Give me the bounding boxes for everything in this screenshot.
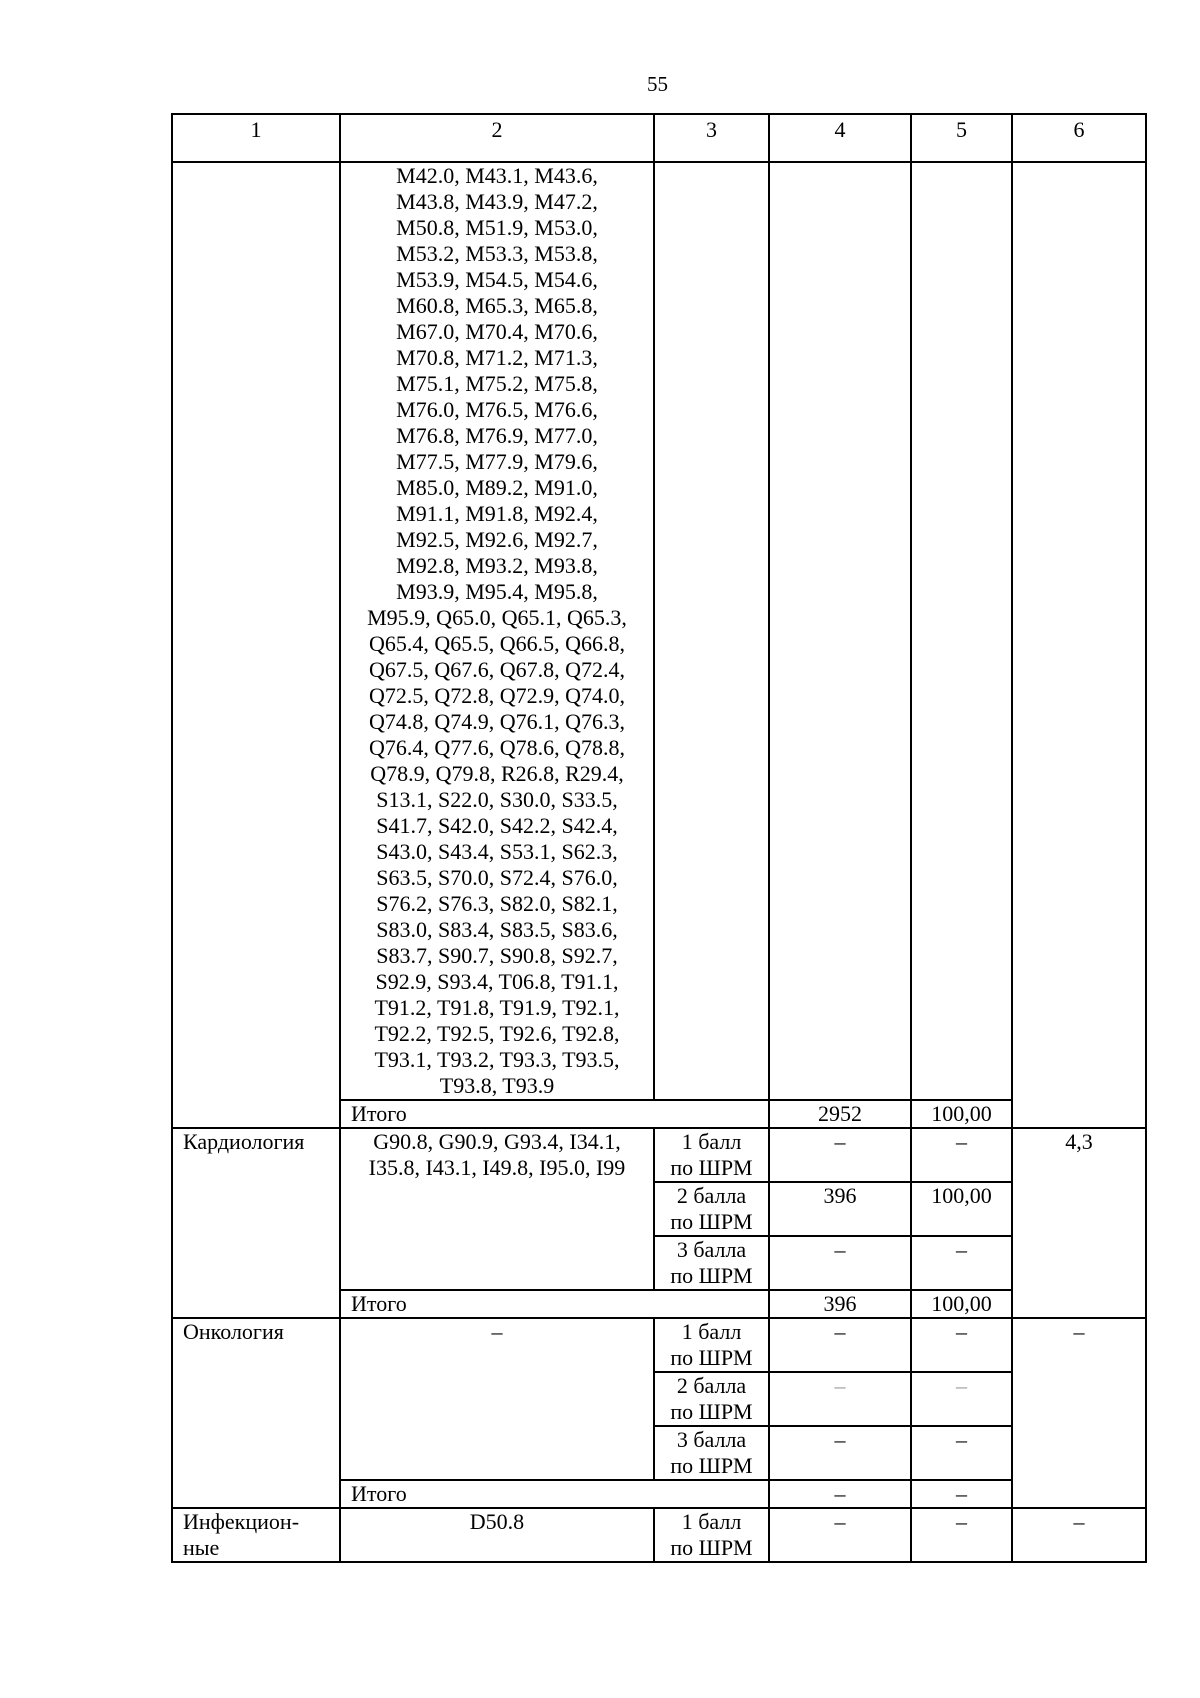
score-cell bbox=[654, 1182, 769, 1236]
cardiology-codes-line-1: G90.8, G90.9, G93.4, I34.1, bbox=[373, 1129, 621, 1154]
cardiology-codes-line-2: I35.8, I43.1, I49.8, I95.0, I99 bbox=[368, 1155, 626, 1180]
code-line: M67.0, M70.4, M70.6, bbox=[396, 319, 598, 344]
score-scale: по ШРМ bbox=[670, 1263, 753, 1288]
column-header-1: 1 bbox=[172, 114, 340, 162]
total-label: Итого bbox=[340, 1480, 769, 1508]
section-name-line-2: ные bbox=[183, 1535, 220, 1560]
column-header-4: 4 bbox=[769, 114, 911, 162]
code-line: M85.0, M89.2, M91.0, bbox=[396, 475, 598, 500]
score-cell bbox=[654, 1128, 769, 1182]
score-label: 2 балла bbox=[676, 1183, 747, 1208]
code-line: T93.8, T93.9 bbox=[439, 1073, 555, 1098]
score-cell bbox=[654, 1508, 769, 1562]
count-cell: – bbox=[769, 1128, 911, 1182]
code-line: M76.8, M76.9, M77.0, bbox=[396, 423, 598, 448]
count-cell: – bbox=[769, 1426, 911, 1480]
code-line: M50.8, M51.9, M53.0, bbox=[396, 215, 598, 240]
code-line: S83.7, S90.7, S90.8, S92.7, bbox=[376, 943, 618, 968]
continued-count-cell bbox=[769, 162, 911, 1100]
code-line: Q76.4, Q77.6, Q78.6, Q78.8, bbox=[368, 735, 626, 760]
code-line: M92.8, M93.2, M93.8, bbox=[396, 553, 598, 578]
code-line: S92.9, S93.4, T06.8, T91.1, bbox=[375, 969, 619, 994]
oncology-codes: – bbox=[340, 1318, 654, 1480]
score-label: 1 балл bbox=[681, 1129, 742, 1154]
cardiology-codes bbox=[340, 1128, 654, 1290]
score-scale: по ШРМ bbox=[670, 1155, 753, 1180]
code-line: M75.1, M75.2, M75.8, bbox=[396, 371, 598, 396]
code-line: M42.0, M43.1, M43.6, bbox=[396, 163, 598, 188]
code-line: M60.8, M65.3, M65.8, bbox=[396, 293, 598, 318]
code-line: M77.5, M77.9, M79.6, bbox=[396, 449, 598, 474]
count-cell: – bbox=[769, 1318, 911, 1372]
code-line: Q67.5, Q67.6, Q67.8, Q72.4, bbox=[368, 657, 626, 682]
code-line: S43.0, S43.4, S53.1, S62.3, bbox=[376, 839, 618, 864]
score-cell bbox=[654, 1318, 769, 1372]
score-cell bbox=[654, 1372, 769, 1426]
score-scale: по ШРМ bbox=[670, 1399, 753, 1424]
infectious-codes: D50.8 bbox=[340, 1508, 654, 1562]
section-name-line-1: Инфекцион- bbox=[183, 1509, 300, 1534]
section-name-infectious bbox=[172, 1508, 340, 1562]
score-label: 3 балла bbox=[676, 1237, 747, 1262]
percent-cell: – bbox=[911, 1508, 1012, 1562]
infectious-col6: – bbox=[1012, 1508, 1146, 1562]
score-scale: по ШРМ bbox=[670, 1345, 753, 1370]
score-scale: по ШРМ bbox=[670, 1535, 753, 1560]
code-line: M43.8, M43.9, M47.2, bbox=[396, 189, 598, 214]
code-line: M53.2, M53.3, M53.8, bbox=[396, 241, 598, 266]
total-label: Итого bbox=[340, 1290, 769, 1318]
column-header-6: 6 bbox=[1012, 114, 1146, 162]
code-line: Q65.4, Q65.5, Q66.5, Q66.8, bbox=[368, 631, 626, 656]
code-line: T93.1, T93.2, T93.3, T93.5, bbox=[374, 1047, 620, 1072]
count-cell: 396 bbox=[769, 1182, 911, 1236]
oncology-row-1 bbox=[172, 1318, 1146, 1372]
code-line: Q72.5, Q72.8, Q72.9, Q74.0, bbox=[368, 683, 626, 708]
data-table bbox=[171, 113, 1147, 1563]
code-line: S83.0, S83.4, S83.5, S83.6, bbox=[376, 917, 618, 942]
total-percent: 100,00 bbox=[911, 1290, 1012, 1318]
score-cell bbox=[654, 1426, 769, 1480]
continued-section-cell bbox=[172, 162, 340, 1128]
total-count: – bbox=[769, 1480, 911, 1508]
column-number-row bbox=[172, 114, 1146, 162]
score-label: 1 балл bbox=[681, 1319, 742, 1344]
code-line: S63.5, S70.0, S72.4, S76.0, bbox=[376, 865, 618, 890]
total-count: 396 bbox=[769, 1290, 911, 1318]
total-percent: 100,00 bbox=[911, 1100, 1012, 1128]
infectious-row-1 bbox=[172, 1508, 1146, 1562]
total-label: Итого bbox=[340, 1100, 769, 1128]
continued-col6-cell bbox=[1012, 162, 1146, 1128]
code-line: M92.5, M92.6, M92.7, bbox=[396, 527, 598, 552]
total-count: 2952 bbox=[769, 1100, 911, 1128]
continued-codes-row bbox=[172, 162, 1146, 1100]
section-name-oncology: Онкология bbox=[172, 1318, 340, 1508]
percent-cell: – bbox=[911, 1236, 1012, 1290]
total-percent: – bbox=[911, 1480, 1012, 1508]
percent-cell: – bbox=[911, 1128, 1012, 1182]
cardiology-row-1 bbox=[172, 1128, 1146, 1182]
code-line: T91.2, T91.8, T91.9, T92.1, bbox=[374, 995, 620, 1020]
continued-codes-cell bbox=[340, 162, 654, 1100]
code-lines bbox=[351, 163, 643, 1099]
code-line: S41.7, S42.0, S42.2, S42.4, bbox=[376, 813, 618, 838]
continued-percent-cell bbox=[911, 162, 1012, 1100]
code-line: M76.0, M76.5, M76.6, bbox=[396, 397, 598, 422]
code-line: M70.8, M71.2, M71.3, bbox=[396, 345, 598, 370]
percent-cell: 100,00 bbox=[911, 1182, 1012, 1236]
column-header-5: 5 bbox=[911, 114, 1012, 162]
score-label: 1 балл bbox=[681, 1509, 742, 1534]
code-line: M53.9, M54.5, M54.6, bbox=[396, 267, 598, 292]
code-line: Q74.8, Q74.9, Q76.1, Q76.3, bbox=[368, 709, 626, 734]
percent-cell: – bbox=[911, 1426, 1012, 1480]
column-header-2: 2 bbox=[340, 114, 654, 162]
cardiology-col6: 4,3 bbox=[1012, 1128, 1146, 1318]
oncology-col6: – bbox=[1012, 1318, 1146, 1508]
section-name-cardiology: Кардиология bbox=[172, 1128, 340, 1318]
percent-cell: – bbox=[911, 1372, 1012, 1426]
score-scale: по ШРМ bbox=[670, 1209, 753, 1234]
score-label: 2 балла bbox=[676, 1373, 747, 1398]
score-cell bbox=[654, 1236, 769, 1290]
continued-score-cell bbox=[654, 162, 769, 1100]
code-line: M95.9, Q65.0, Q65.1, Q65.3, bbox=[367, 605, 627, 630]
page-number: 55 bbox=[647, 72, 668, 96]
code-line: M91.1, M91.8, M92.4, bbox=[396, 501, 598, 526]
percent-cell: – bbox=[911, 1318, 1012, 1372]
code-line: M93.9, M95.4, M95.8, bbox=[396, 579, 598, 604]
code-line: T92.2, T92.5, T92.6, T92.8, bbox=[374, 1021, 620, 1046]
code-line: S13.1, S22.0, S30.0, S33.5, bbox=[376, 787, 618, 812]
code-line: S76.2, S76.3, S82.0, S82.1, bbox=[376, 891, 618, 916]
score-label: 3 балла bbox=[676, 1427, 747, 1452]
count-cell: – bbox=[769, 1236, 911, 1290]
count-cell: – bbox=[769, 1508, 911, 1562]
column-header-3: 3 bbox=[654, 114, 769, 162]
code-line: Q78.9, Q79.8, R26.8, R29.4, bbox=[370, 761, 624, 786]
count-cell: – bbox=[769, 1372, 911, 1426]
score-scale: по ШРМ bbox=[670, 1453, 753, 1478]
